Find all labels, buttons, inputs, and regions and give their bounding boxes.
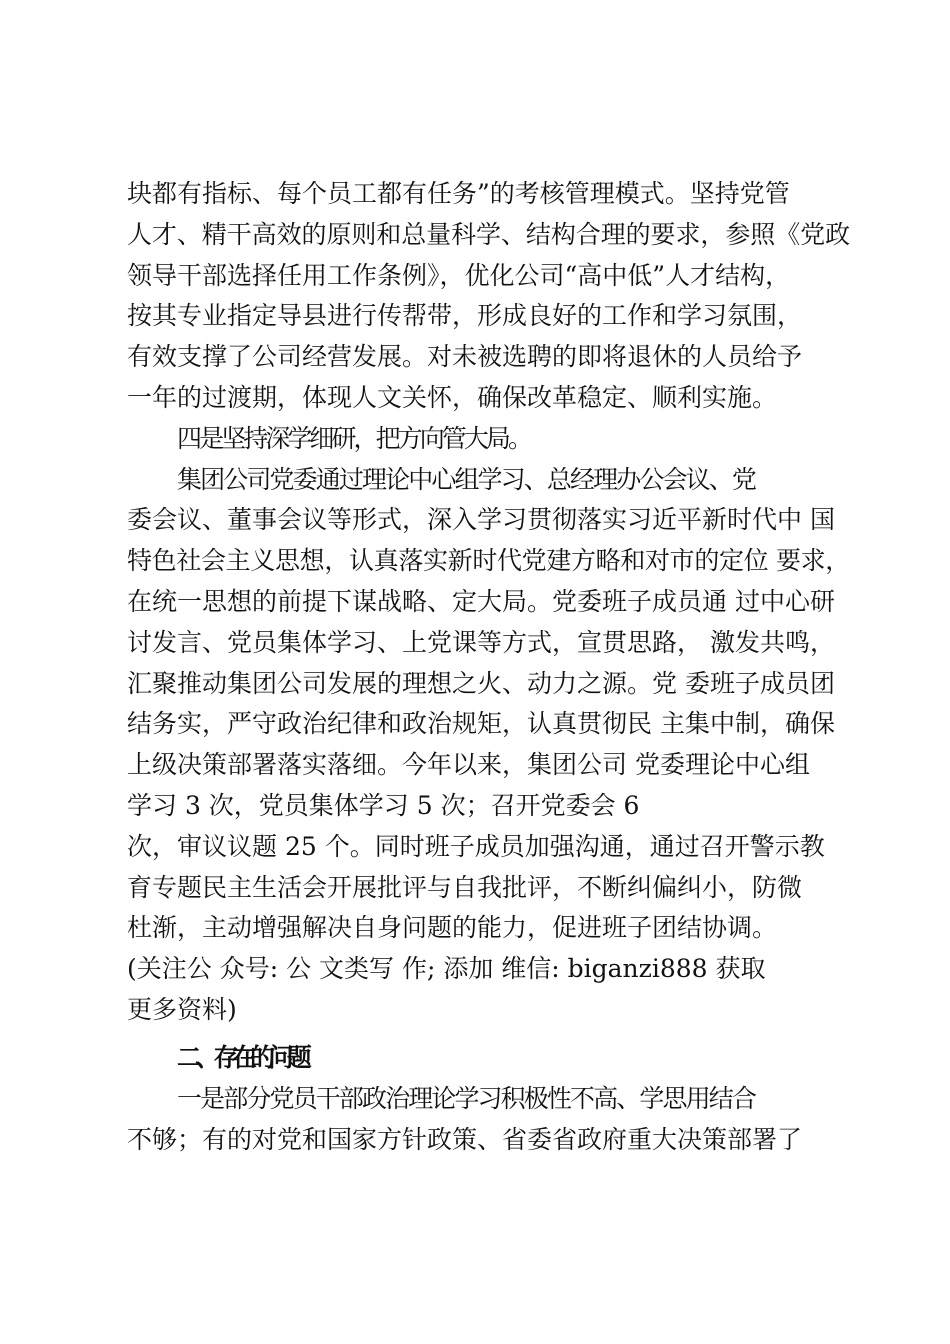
paragraph-line: 讨发言、党员集体学习、上党课等方式，宣贯思路， 激发共鸣，: [127, 628, 835, 657]
paragraph-line: 在统一思想的前提下谋战略、定大局。党委班子成员通 过中心研: [127, 587, 835, 616]
paragraph-line: 杜渐，主动增强解决自身问题的能力，促进班子团结协调。: [127, 913, 778, 942]
paragraph-line: 上级决策部署落实落细。今年以来，集团公司 党委理论中心组: [127, 750, 810, 779]
section-subheading: 四是坚持深学细研，把方向管大局。: [177, 424, 531, 453]
paragraph-line: 有效支撑了公司经营发展。对未被选聘的即将退休的人员给予: [127, 342, 803, 371]
paragraph-line: 学习 3 次，党员集体学习 5 次；召开党委会 6: [127, 791, 640, 820]
paragraph-line: 集团公司党委通过理论中心组学习、总经理办公会议、党: [177, 465, 756, 494]
paragraph-line: 次，审议议题 25 个。同时班子成员加强沟通，通过召开警示教: [127, 832, 825, 861]
section-heading: 二、存在的问题: [177, 1043, 306, 1072]
paragraph-line: 领导干部选择任用工作条例》，优化公司“高中低”人才结构，: [127, 261, 791, 290]
paragraph-line: 汇聚推动集团公司发展的理想之火、动力之源。党 委班子成员团: [127, 669, 835, 698]
paragraph-line: 人才、精干高效的原则和总量科学、结构合理的要求，参照《党政: [127, 220, 851, 249]
paragraph-line: 一年的过渡期，体现人文关怀，确保改革稳定、顺利实施。: [127, 383, 778, 412]
paragraph-line: (关注公 众号: 公 文类写 作; 添加 维信: biganzi888 获取: [127, 954, 766, 983]
paragraph-line: 委会议、董事会议等形式，深入学习贯彻落实习近平新时代中 国: [127, 505, 835, 534]
paragraph-line: 不够；有的对党和国家方针政策、省委省政府重大决策部署了: [127, 1125, 803, 1154]
paragraph-line: 特色社会主义思想，认真落实新时代党建方略和对市的定位 要求，: [127, 546, 850, 575]
paragraph-line: 更多资料): [127, 995, 237, 1024]
paragraph-line: 一是部分党员干部政治理论学习积极性不高、学思用结合: [177, 1084, 756, 1113]
paragraph-line: 结务实，严守政治纪律和政治规矩，认真贯彻民 主集中制，确保: [127, 709, 835, 738]
paragraph-line: 按其专业指定导县进行传帮带，形成良好的工作和学习氛围，: [127, 301, 803, 330]
paragraph-line: 育专题民主生活会开展批评与自我批评，不断纠偏纠小，防微: [127, 873, 803, 902]
paragraph-line: 块都有指标、每个员工都有任务”的考核管理模式。坚持党管: [127, 179, 790, 208]
